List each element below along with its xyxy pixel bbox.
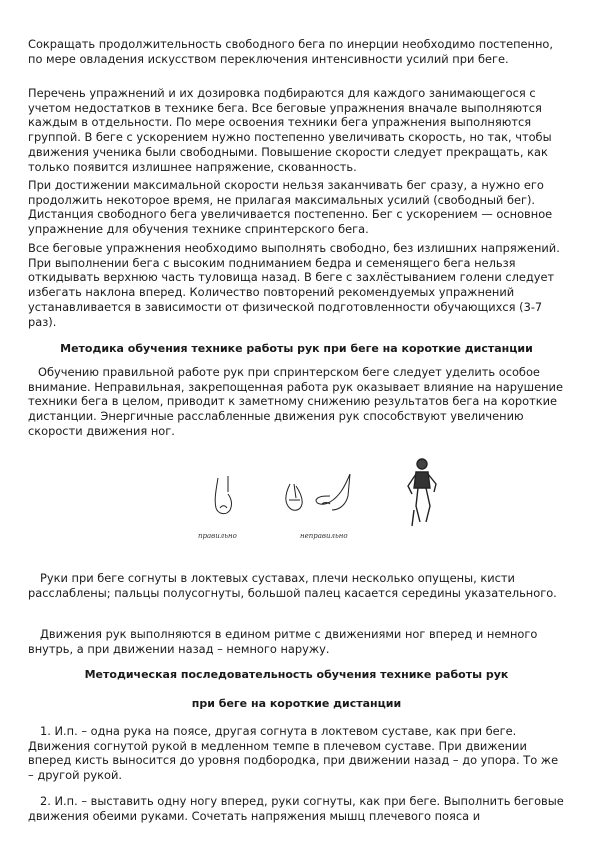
paragraph-8: 1. И.п. – одна рука на поясе, другая согнута в локтевом суставе, как при беге. Движения согнутой рукой в медленном темпе в плечевом суставе. При движении вперед кисть выносится до уровня подбородка, при движении назад – до упора. То же – другой рукой. xyxy=(28,724,559,783)
caption-incorrect: неправильно xyxy=(300,532,348,540)
caption-correct: правильно xyxy=(198,532,237,540)
section-heading-2-cont: при беге на короткие дистанции xyxy=(191,697,402,710)
paragraph-3: При достижении максимальной скорости нельзя заканчивать бег сразу, а нужно его продолжить некоторое время, не прилагая максимальных усилий (свободный бег). Дистанция свободного бега увеличивается постепенно. Бег с ускорением — основное упражнение для обучения технике спринтерского бега. xyxy=(28,178,553,237)
hand-correct-icon xyxy=(215,476,231,514)
hand-incorrect-icon xyxy=(286,484,302,510)
section-heading-1: Методика обучения технике работы рук при беге на короткие дистанции xyxy=(60,342,533,355)
paragraph-9: 2. И.п. – выставить одну ногу вперед, руки согнуты, как при беге. Выполнить беговые движения обеими руками. Сочетать напряжения мышц плечевого пояса и xyxy=(28,794,564,823)
paragraph-7: Движения рук выполняются в едином ритме с движениями ног вперед и немного внутрь, а при движении назад – немного наружу. xyxy=(28,627,538,656)
text-block-5 xyxy=(28,365,565,439)
section-heading-2: Методическая последовательность обучения технике работы рук xyxy=(84,668,509,681)
paragraph-5: Обучению правильной работе рук при спринтерском беге следует уделить особое внимание. Неправильная, закрепощенная работа рук оказывает влияние на нарушение техники бега в целом, приводит к заметному снижению результатов бега на короткие дистанции. Энергичные расслабленные движения рук способствуют увеличению скорости движения ног. xyxy=(28,365,563,438)
arm-technique-figure xyxy=(190,456,450,546)
paragraph-4: Все беговые упражнения необходимо выполнять свободно, без излишних напряжений. При выполнении бега с высоким подниманием бедра и семенящего бега нельзя откидывать верхнюю часть туловища назад. В беге с захлёстыванием голени следует избегать наклона вперед. Количество повторений рекомендуемых упражнений устанавливается в зависимости от физической подготовленности обучающихся (3-7 раз). xyxy=(28,241,560,329)
text-block-9 xyxy=(28,794,565,823)
runner-icon xyxy=(408,459,436,526)
paragraph-2: Перечень упражнений и их дозировка подбираются для каждого занимающегося с учетом недостатков в технике бега. Все беговые упражнения вначале выполняются каждым в отдельности. По мере освоения техники бега упражнения выполняются группой. В беге с ускорением нужно постепенно увеличивать скорость, но так, чтобы движения ученика были свободными. Повышение скорости следует прекращать, как только появится излишнее напряжение, скованность. xyxy=(28,86,552,174)
text-block-8 xyxy=(28,724,565,783)
hand-incorrect-2-icon xyxy=(316,474,350,510)
text-block-7 xyxy=(28,627,565,656)
paragraph-6: Руки при беге согнуты в локтевых суставах, плечи несколько опущены, кисти расслаблены; пальцы полусогнуты, большой палец касается середины указательного. xyxy=(28,571,557,600)
text-block-1 xyxy=(28,37,565,66)
text-block-2 xyxy=(28,86,565,174)
paragraph-1: Сокращать продолжительность свободного бега по инерции необходимо постепенно, по мере овладения искусством переключения интенсивности усилий при беге. xyxy=(28,37,554,66)
text-block-3 xyxy=(28,178,565,237)
text-block-6 xyxy=(28,571,565,600)
text-block-4 xyxy=(28,241,565,329)
